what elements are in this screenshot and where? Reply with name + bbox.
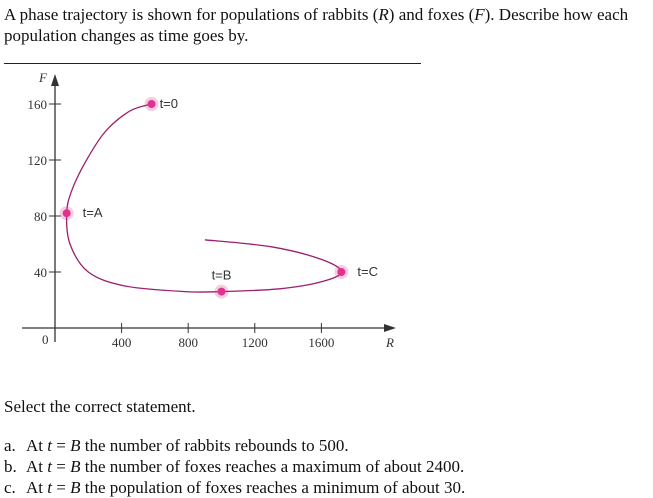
point-label: t=C: [357, 264, 378, 279]
question-part-3: ). Describe how each population changes as time goes by.: [4, 5, 629, 45]
point-label: t=0: [159, 96, 179, 111]
y-axis-label: F: [39, 70, 47, 85]
option-b: B: [70, 478, 81, 497]
option-a[interactable]: [4, 435, 465, 456]
option-b: B: [70, 457, 81, 476]
x-tick-label: 1200: [241, 335, 268, 350]
x-axis-arrow: [384, 324, 396, 332]
origin-label: 0: [42, 332, 49, 347]
x-tick-label: 400: [111, 335, 132, 350]
option-text: the number of foxes reaches a maximum of about 2400.: [80, 457, 465, 476]
trajectory-curve: [67, 104, 342, 292]
option-letter: b.: [4, 457, 17, 476]
trajectory-point: [337, 268, 345, 276]
y-tick-label: 120: [27, 153, 47, 168]
option-prefix: At: [26, 478, 48, 497]
option-text: the number of rabbits rebounds to 500.: [80, 436, 349, 455]
question-part-2: ) and foxes (: [388, 5, 475, 24]
option-letter: c.: [4, 478, 16, 497]
y-tick-label: 160: [27, 97, 47, 112]
point-label: t=B: [211, 267, 232, 283]
option-prefix: At: [26, 436, 48, 455]
option-t: t: [47, 457, 52, 476]
y-axis-arrow: [51, 74, 59, 86]
rabbits-variable: R: [378, 5, 389, 24]
option-t: t: [47, 478, 52, 497]
chart-axes: [22, 70, 396, 350]
y-tick-label: 40: [34, 265, 47, 280]
option-equals: =: [51, 457, 71, 476]
x-axis-label: R: [386, 335, 394, 350]
option-prefix: At: [26, 457, 48, 476]
option-text: the population of foxes reaches a minimum of about 30.: [80, 478, 466, 497]
trajectory-point: [148, 100, 156, 108]
option-b[interactable]: [4, 456, 465, 477]
trajectory-point: [63, 209, 71, 217]
option-b: B: [70, 436, 81, 455]
y-tick-label: 80: [34, 209, 47, 224]
option-equals: =: [51, 478, 71, 497]
trajectory-points: [60, 96, 378, 299]
x-tick-label: 800: [178, 335, 198, 350]
option-letter: a.: [4, 436, 16, 455]
option-t: t: [47, 436, 52, 455]
question-part-1: A phase trajectory is shown for populations of rabbits (: [4, 5, 379, 24]
trajectory-point: [218, 288, 226, 296]
point-label: t=A: [82, 205, 103, 221]
option-equals: =: [51, 436, 71, 455]
x-tick-label: 1600: [308, 335, 335, 350]
select-prompt: Select the correct statement.: [4, 397, 196, 416]
foxes-variable: F: [474, 5, 485, 24]
answer-options: [4, 435, 465, 498]
